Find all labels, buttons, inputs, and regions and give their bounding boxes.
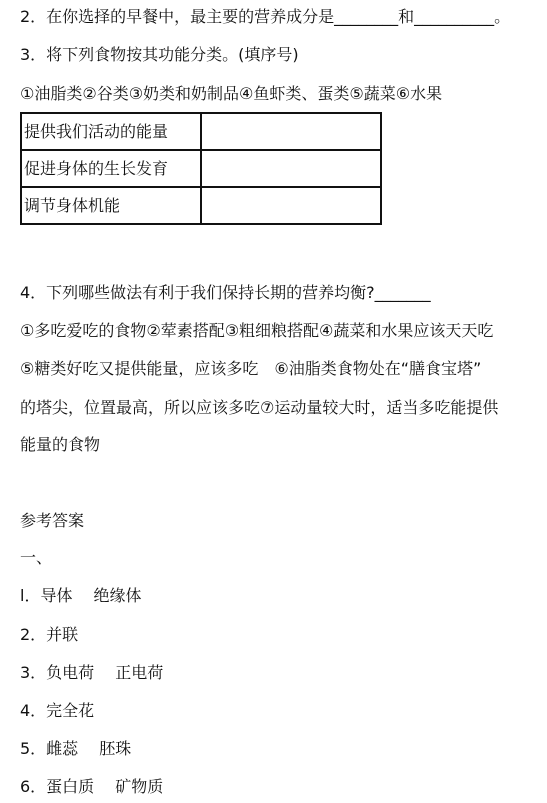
answer-cell[interactable] xyxy=(201,150,381,187)
answers-heading: 参考答案 xyxy=(20,511,85,530)
table-row-label: 提供我们活动的能量 xyxy=(21,113,201,150)
question-2: 2．在你选择的早餐中，最主要的营养成分是________和__________。 xyxy=(20,7,511,26)
answers-section-label: 一、 xyxy=(20,548,53,567)
answer-item: 2．并联 xyxy=(20,625,79,644)
answer-item: 4．完全花 xyxy=(20,701,95,720)
answer-cell[interactable] xyxy=(201,113,381,150)
answer-cell[interactable] xyxy=(201,187,381,224)
question-3-options: ①油脂类②谷类③奶类和奶制品④鱼虾类、蛋类⑤蔬菜⑥水果 xyxy=(20,84,443,103)
answer-item: 3．负电荷 正电荷 xyxy=(20,663,164,682)
table-row-label: 促进身体的生长发育 xyxy=(21,150,201,187)
answer-item: 5．雌蕊 胚珠 xyxy=(20,739,132,758)
question-4-line: ①多吃爱吃的食物②荤素搭配③粗细粮搭配④蔬菜和水果应该天天吃 xyxy=(20,321,494,340)
question-4-line: ⑤糖类好吃又提供能量，应该多吃 ⑥油脂类食物处在“膳食宝塔” xyxy=(20,359,482,378)
table-row xyxy=(21,113,381,150)
table-row xyxy=(21,187,381,224)
answer-item: 6．蛋白质 矿物质 xyxy=(20,777,164,796)
classification-table xyxy=(20,112,382,225)
table-row-label: 调节身体机能 xyxy=(21,187,201,224)
question-4-line: 的塔尖，位置最高，所以应该多吃⑦运动量较大时，适当多吃能提供 xyxy=(20,398,499,417)
table-row xyxy=(21,150,381,187)
question-3-prompt: 3．将下列食物按其功能分类。(填序号) xyxy=(20,45,299,64)
question-4-line: 能量的食物 xyxy=(20,435,101,454)
answer-item: l．导体 绝缘体 xyxy=(20,586,142,605)
question-4-prompt: 4．下列哪些做法有利于我们保持长期的营养均衡?_______ xyxy=(20,283,431,302)
